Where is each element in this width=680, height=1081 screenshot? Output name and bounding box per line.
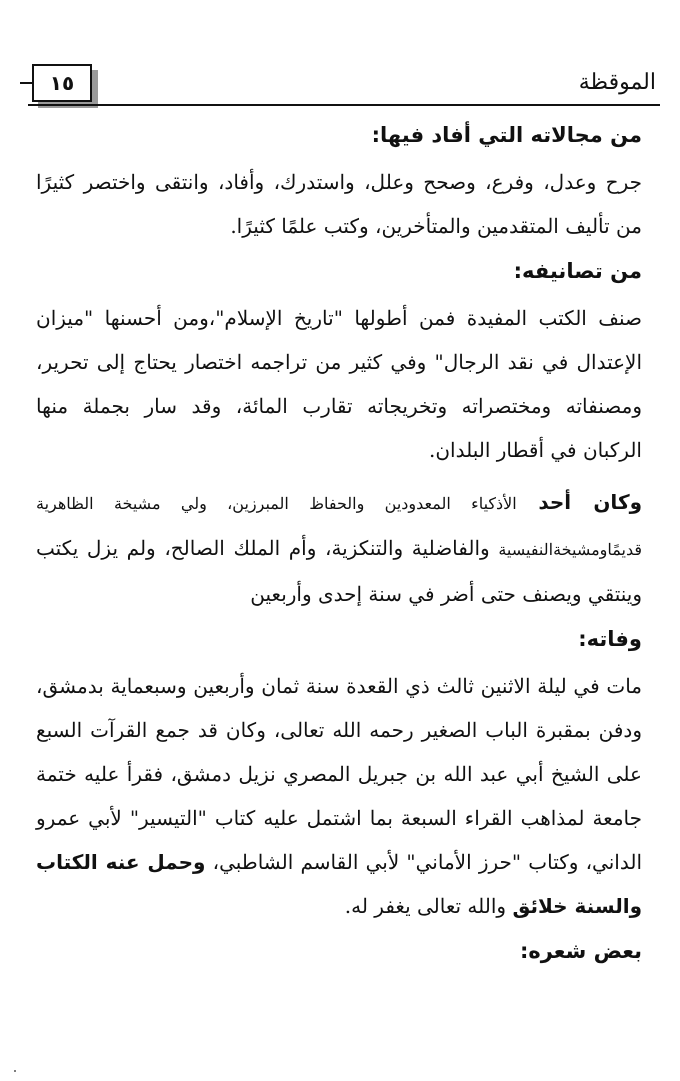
paragraph-fields: جرح وعدل، وفرع، وصحح وعلل، واستدرك، وأفاد، وانتقى واختصر كثيرًا من تأليف المتقدمين والمتأخرين، وكتب علمًا كثيرًا. [36, 170, 642, 238]
paragraph-death [36, 664, 642, 928]
paragraph-death-tail: والله تعالى يغفر له. [344, 894, 507, 918]
header-rule [28, 104, 660, 106]
paragraph-career-small: الأذكياء المعدودين والحفاظ المبرزين، ولي مشيخة الظاهرية قديمًاومشيخةالنفيسية [36, 494, 643, 559]
page-header [28, 60, 660, 110]
section-heading-fields: من مجالاته التي أفاد فيها: [371, 123, 642, 147]
page-content [36, 118, 642, 976]
paragraph-career-lead: وكان أحد [538, 490, 642, 514]
paragraph-death-text: مات في ليلة الاثنين ثالث ذي القعدة سنة ثمان وأربعين وسبعماية بدمشق، ودفن بمقبرة الباب الصغير رحمه الله تعالى، وكان قد جمع القرآت السبع على الشيخ أبي عبد الله بن جبريل المصري نزيل دمشق، فقرأ عليه ختمة جامعة لمذاهب القراء السبعة بما اشتمل عليه كتاب "التيسير" لأبي عمرو الداني، وكتاب "حرز الأماني" لأبي القاسم الشاطبي، [36, 674, 642, 874]
running-title: الموقظة [578, 70, 656, 95]
paragraph-works: صنف الكتب المفيدة فمن أطولها "تاريخ الإسلام"،ومن أحسنها "ميزان الإعتدال في نقد الرجال" وفي كثير من تراجمه اختصار يحتاج إلى تحرير، ومصنفاته ومختصراته وتخريجاته تقارب المائة، وقد سار بجملة منها الركبان في أقطار البلدان. [36, 306, 642, 462]
section-heading-death: وفاته: [578, 627, 642, 651]
page-number: ١٥ [32, 64, 92, 102]
paragraph-career-text: والفاضلية والتنكزية، وأم الملك الصالح، ولم يزل يكتب وينتقي ويصنف حتى أضر في سنة إحدى وأربعين [36, 536, 642, 606]
section-heading-works: من تصانيفه: [513, 259, 642, 283]
paragraph-career [36, 480, 642, 616]
section-heading-poetry: بعض شعره: [519, 939, 642, 963]
paragraph-death-bold: وحمل عنه الكتاب والسنة خلائق [36, 850, 642, 918]
scan-artifact [14, 1070, 16, 1072]
